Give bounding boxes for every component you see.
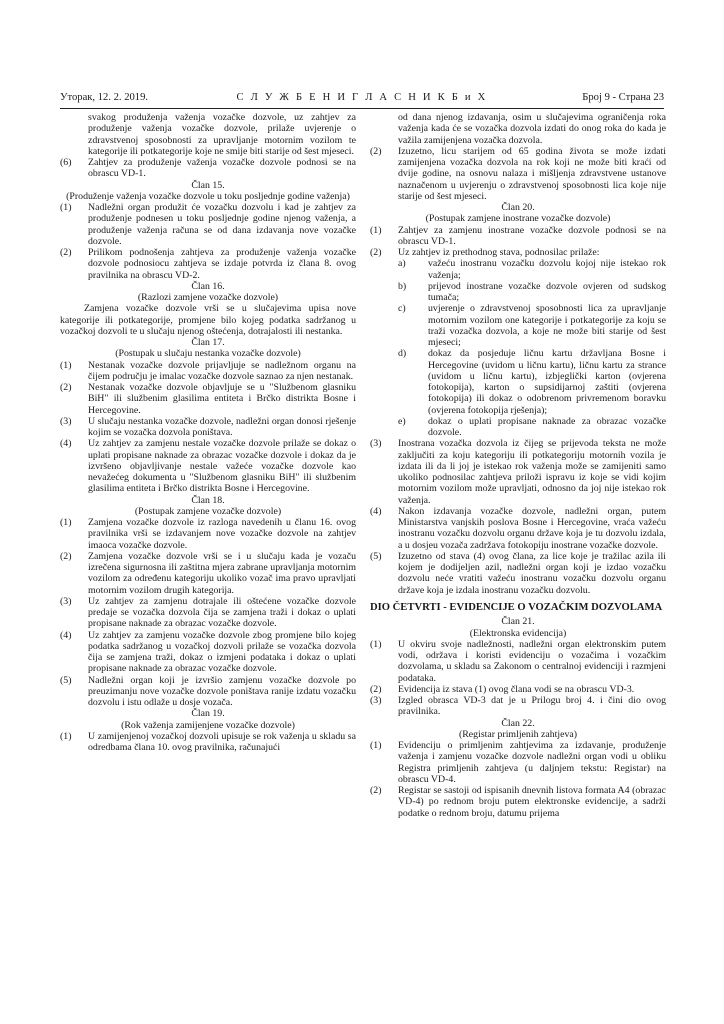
list-item-a bbox=[370, 258, 666, 281]
paragraph-text: Uz zahtjev iz prethodnog stava, podnosilac prilaže: bbox=[398, 247, 600, 258]
paragraph-20-3 bbox=[370, 438, 666, 506]
article-title-19: (Rok važenja zamijenjene vozačke dozvole) bbox=[121, 719, 295, 731]
paragraph-text: Zahtjev za zamjenu inostrane vozačke dozvole podnosi se na obrascu VD-1. bbox=[398, 224, 666, 247]
paragraph-number: (2) bbox=[60, 247, 72, 258]
article-title-22: (Registar primljenih zahtjeva) bbox=[458, 728, 578, 740]
article-heading-18: Član 18. bbox=[191, 494, 225, 506]
paragraph-15-1 bbox=[60, 202, 356, 247]
paragraph-number: (2) bbox=[370, 145, 382, 157]
paragraph-17-3 bbox=[60, 416, 356, 439]
paragraph-number: (4) bbox=[60, 629, 72, 641]
article-heading-16: Član 16. bbox=[191, 280, 225, 292]
paragraph-19-1 bbox=[60, 731, 356, 754]
paragraph-text: Nakon izdavanja vozačke dozvole, nadležni organ, putem Ministarstva vanjskih poslova Bosne i Hercegovine, vraća važeću inostranu vozačku dozvolu organu države koja je tu dozvolu izdala, a u dosjeu vozača zadržava fotokopiju inostrane vozačke dozvole. bbox=[398, 505, 666, 551]
paragraph-20-5 bbox=[370, 551, 666, 596]
paragraph-text: U okviru svoje nadležnosti, nadležni organ elektronskim putem vodi, održava i koristi evidenciju o vozačima i vozačkim dozvolama, u skladu sa Zakonom o centralnoj evidenciji i razmjeni podataka. bbox=[398, 638, 666, 684]
gazette-title: С Л У Ж Б Е Н И Г Л А С Н И К Б и Х bbox=[236, 92, 488, 103]
list-letter: d) bbox=[398, 348, 407, 360]
list-text: važeću inostranu vozačku dozvolu kojoj nije istekao rok važenja; bbox=[428, 258, 666, 281]
article-heading-17: Član 17. bbox=[191, 337, 225, 348]
paragraph-number: (4) bbox=[370, 505, 382, 517]
list-item-b bbox=[370, 281, 666, 304]
article-title-21: (Elektronska evidencija) bbox=[469, 627, 567, 639]
article-heading-21: Član 21. bbox=[501, 616, 535, 628]
list-item-c bbox=[370, 303, 666, 348]
paragraph-text: Inostrana vozačka dozvola iz čijeg se prijevoda teksta ne može zaključiti za koju kategoriju ili potkategoriju motornih vozila je izdata ili da li joj je istekao rok važenja može se zamijeniti samo ukoliko podnosilac zahtjeva priloži ispravu iz koje se vidi kojim motornim vozilom može upravljati, odnosno da joj nije istekao rok važenja. bbox=[398, 438, 666, 506]
paragraph-21-2 bbox=[370, 684, 666, 695]
paragraph-18-4 bbox=[60, 630, 356, 675]
list-letter: e) bbox=[398, 415, 406, 427]
article-title-20: (Postupak zamjene inostrane vozačke dozvole) bbox=[425, 213, 611, 225]
paragraph-text: Evidencija iz stava (1) ovog člana vodi se na obrascu VD-3. bbox=[398, 683, 635, 695]
paragraph-text: Nestanak vozačke dozvole prijavljuje se nadležnom organu na čijem području je imalac vozačke dozvole saznao za njen nestanak. bbox=[88, 359, 356, 382]
list-item-e bbox=[370, 416, 666, 439]
paragraph-number: (5) bbox=[60, 674, 72, 686]
paragraph-number: (1) bbox=[370, 224, 382, 236]
paragraph-text: Evidenciju o primljenim zahtjevima za izdavanje, produženje važenja i zamjenu vozačke dozvole nadležni organ vodi u obliku Registra primljenih zahtjeva (u daljnjem tekstu: Registar) na obrascu VD-4. bbox=[398, 740, 666, 785]
list-item-d bbox=[370, 348, 666, 416]
paragraph-text: Uz zahtjev za zamjenu dotrajale ili oštećene vozačke dozvole predaje se vozačka dozvola čija se zamjena traži i dokaz o uplati propisane naknade za obrazac vozačke dozvole. bbox=[88, 595, 356, 630]
right-column bbox=[370, 112, 666, 819]
article-title-17: (Postupak u slučaju nestanka vozačke dozvole) bbox=[115, 348, 301, 360]
paragraph-text: U slučaju nestanka vozačke dozvole, nadležni organ donosi rješenje kojim se vozačka dozvola poništava. bbox=[88, 415, 356, 438]
list-letter: b) bbox=[398, 280, 407, 292]
paragraph-number: (1) bbox=[60, 730, 72, 742]
paragraph-number: (2) bbox=[60, 550, 72, 562]
paragraph-number: (2) bbox=[370, 683, 382, 695]
paragraph-number: (3) bbox=[370, 438, 382, 450]
article-title-18: (Postupak zamjene vozačke dozvole) bbox=[134, 505, 282, 517]
article-title-15: (Produženje važenja vozačke dozvole u toku posljednje godine važenja) bbox=[66, 190, 350, 202]
paragraph-text: Izuzetno od stava (4) ovog člana, za lice koje je tražilac azila ili kojem je dodijeljen azil, nadležni organ koji je izdao vozačku dozvolu neće vratiti važeću inostranu vozačku dozvolu organu države koja je izdala inostranu vozačku dozvolu. bbox=[398, 550, 666, 596]
page-number: Број 9 - Страна 23 bbox=[582, 92, 664, 103]
paragraph-17-1 bbox=[60, 360, 356, 383]
paragraph-text: Nadležni organ koji je izvršio zamjenu vozačke dozvole po preuzimanju nove vozačke dozvole poništava ranije izdatu vozačku dozvolu i istu odlaže u dosje vozača. bbox=[88, 674, 356, 708]
paragraph-text: Nestanak vozačke dozvole objavljuje se u "Službenom glasniku BiH" ili službenim glasilima entiteta i Brčko distrikta Bosne i Hercegovine. bbox=[88, 382, 356, 416]
list-letter: a) bbox=[398, 258, 406, 270]
paragraph-text: Zahtjev za produženje važenja vozačke dozvole podnosi se na obrascu VD-1. bbox=[88, 157, 356, 180]
issue-date: Уторак, 12. 2. 2019. bbox=[60, 92, 149, 103]
paragraph-number: (3) bbox=[60, 595, 72, 607]
paragraph-17-2 bbox=[60, 382, 356, 416]
article-heading-20: Član 20. bbox=[501, 202, 535, 213]
list-text: prijevod inostrane vozačke dozvole ovjeren od sudskog tumača; bbox=[428, 280, 666, 303]
page-header bbox=[60, 92, 664, 109]
paragraph-21-3 bbox=[370, 695, 666, 718]
list-text: dokaz o uplati propisane naknade za obrazac vozačke dozvole. bbox=[428, 415, 666, 438]
paragraph-18-3 bbox=[60, 596, 356, 630]
paragraph-number: (2) bbox=[370, 785, 382, 796]
paragraph-continuation: svakog produženja važenja vozačke dozvole, uz zahtjev za produženje važenja vozačke dozvole, prilaže uvjerenje o zdravstvenoj sposobnosti za upravljanje motornim vozilom te kategorije ili potkategorije koje ne smije biti starije od šest mjeseci. bbox=[88, 112, 356, 157]
paragraph-text: U zamijenjenoj vozačkoj dozvoli upisuje se rok važenja u skladu sa odredbama člana 10. ovog pravilnika, računajući bbox=[88, 730, 356, 753]
paragraph-number: (4) bbox=[60, 438, 72, 450]
paragraph-number: (1) bbox=[60, 359, 72, 371]
paragraph-18-1 bbox=[60, 517, 356, 551]
paragraph-22-1 bbox=[370, 740, 666, 785]
paragraph-number: (1) bbox=[370, 740, 382, 751]
list-text: dokaz da posjeduje ličnu kartu državljana Bosne i Hercegovine (uvidom u ličnu kartu), ličnu kartu za strance (uvidom u ličnu kartu), izbjeglički karton (ovjerena fotokopija), karton o supsidijarnoj zaštiti (ovjerena fotokopija) ili dokaz o odobrenom privremenom boravku (ovjerena fotokopija rješenja); bbox=[428, 348, 666, 416]
paragraph-number: (6) bbox=[60, 157, 72, 168]
paragraph-text: Registar se sastoji od ispisanih dnevnih listova formata A4 (obrazac VD-4) po rednom broju putem elektronske evidencije, a sadrži podatke o rednom broju, datumu prijema bbox=[398, 785, 666, 819]
list-text: uvjerenje o zdravstvenoj sposobnosti lica za upravljanje motornim vozilom one kategorije i potkategorije za koju se traži vozačka dozvola, a koje ne može biti starije od šest mjeseci; bbox=[428, 303, 666, 348]
paragraph-number: (2) bbox=[60, 382, 72, 393]
article-heading-19: Član 19. bbox=[191, 708, 225, 720]
paragraph-18-2 bbox=[60, 551, 356, 596]
paragraph-21-1 bbox=[370, 639, 666, 684]
article-heading-22: Član 22. bbox=[501, 717, 535, 729]
paragraph-text: Nadležni organ produžit će vozačku dozvolu i kad je zahtjev za produženje podnesen u toku posljednje godine njenog važenja, a produženje važenja računa se od dana izdavanja nove vozačke dozvole. bbox=[88, 202, 356, 247]
paragraph-number: (5) bbox=[370, 550, 382, 562]
paragraph-15-2 bbox=[60, 247, 356, 281]
paragraph-number: (1) bbox=[60, 202, 72, 213]
paragraph-text: Zamjena vozačke dozvole iz razloga navedenih u članu 16. ovog pravilnika vrši se izdavanjem nove vozačke dozvole na zahtjev imaoca vozačke dozvole. bbox=[88, 517, 356, 551]
paragraph-22-2 bbox=[370, 785, 666, 819]
paragraph-text: Zamjena vozačke dozvole vrši se i u slučaju kada je vozaču izrečena sigurnosna ili zaštitna mjera zabrane upravljanja motornim vozilom za određenu kategoriju ukoliko vozač ima pravo upravljati motornim vozilom drugih kategorija. bbox=[88, 550, 356, 596]
paragraph-text: Prilikom podnošenja zahtjeva za produženje važenja vozačke dozvole podnosiocu zahtjeva se izdaje potvrda iz člana 8. ovog pravilnika na obrascu VD-2. bbox=[88, 247, 356, 281]
paragraph-19-2 bbox=[370, 146, 666, 202]
paragraph-20-2 bbox=[370, 247, 666, 258]
paragraph-18-5 bbox=[60, 675, 356, 709]
paragraph-20-4 bbox=[370, 506, 666, 551]
part-heading: DIO ČETVRTI - EVIDENCIJE O VOZAČKIM DOZVOLAMA bbox=[370, 601, 663, 613]
paragraph-6 bbox=[60, 157, 356, 180]
paragraph-continuation: od dana njenog izdavanja, osim u slučajevima ograničenja roka važenja kada će se vozačka dozvola izdati do onog roka do kada je važila zamijenjena vozačka dozvola. bbox=[398, 112, 666, 146]
list-letter: c) bbox=[398, 303, 406, 315]
paragraph-number: (3) bbox=[60, 415, 72, 427]
paragraph-number: (1) bbox=[60, 517, 72, 528]
paragraph-number: (2) bbox=[370, 247, 382, 258]
paragraph-text: Izgled obrasca VD-3 dat je u Prilogu broj 4. i čini dio ovog pravilnika. bbox=[398, 695, 666, 718]
paragraph-text: Uz zahtjev za zamjenu nestale vozačke dozvole prilaže se dokaz o uplati propisane naknade za obrazac vozačke dozvole i dokaz da je izvršeno objavljivanje nestale važeće vozačke dozvole kao nevažećeg dokumenta u "Službenom glasniku BiH" ili službenim glasilima entiteta i Brčko distrikta Bosne i Hercegovine. bbox=[88, 438, 356, 495]
paragraph-text: Izuzetno, licu starijem od 65 godina života se može izdati zamijenjena vozačka dozvola na rok koji ne može biti kraći od dvije godine, na osnovu nalaza i mišljenja zdravstvene ustanove naznačenom u uvjerenju o zdravstvenoj sposobnosti lica koje nije starije od šest mjeseci. bbox=[398, 145, 666, 202]
paragraph-number: (3) bbox=[370, 695, 382, 706]
article-heading-15: Član 15. bbox=[191, 179, 225, 191]
article-title-16: (Razlozi zamjene vozačke dozvole) bbox=[137, 292, 279, 303]
paragraph-number: (1) bbox=[370, 638, 382, 650]
paragraph-text: Uz zahtjev za zamjenu vozačke dozvole zbog promjene bilo kojeg podatka sadržanog u vozačkoj dozvoli prilaže se vozačka dozvola čija se zamjena traži, dokaz o izmjeni podataka i dokaz o uplati propisane naknade za obrazac vozačke dozvole. bbox=[88, 629, 356, 675]
article-16-text: Zamjena vozačke dozvole vrši se u slučajevima upisa nove kategorije ili potkategorije, promjene bilo kojeg podatka sadržanog u vozačkoj dozvoli te u slučaju njenog oštećenja, dotrajalosti ili nestanka. bbox=[60, 303, 356, 337]
paragraph-20-1 bbox=[370, 225, 666, 248]
left-column bbox=[60, 112, 356, 753]
paragraph-17-4 bbox=[60, 438, 356, 494]
